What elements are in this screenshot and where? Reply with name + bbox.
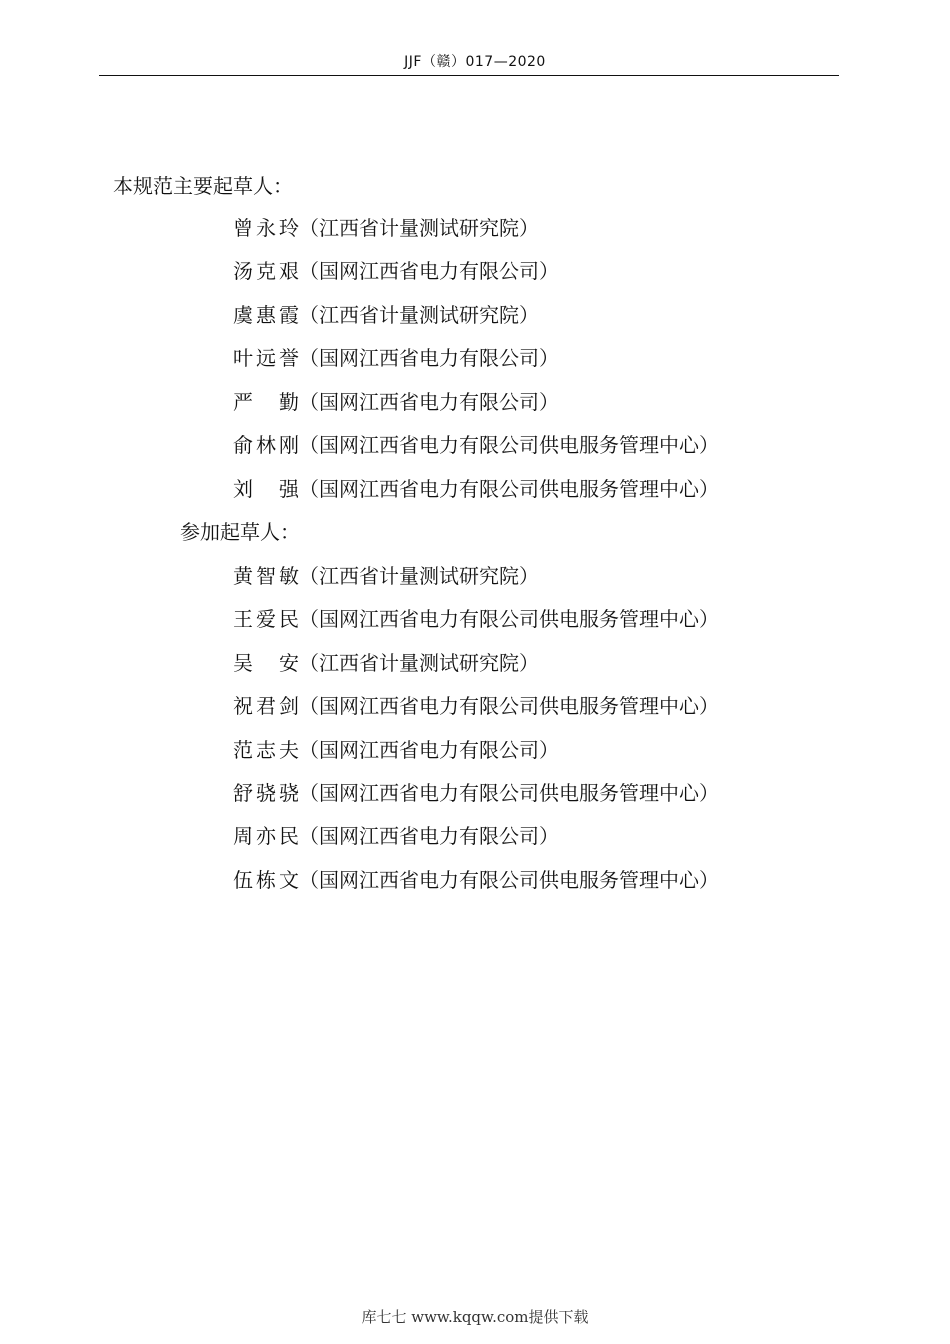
participating-drafter-item [233,822,559,850]
drafter-name: 俞林刚 [233,433,299,457]
participating-drafter-item [233,649,539,677]
drafter-org: （国网江西省电力有限公司供电服务管理中心） [299,868,719,892]
drafter-org: （国网江西省电力有限公司供电服务管理中心） [299,607,719,631]
drafter-org: （国网江西省电力有限公司） [299,738,559,762]
main-drafter-item [233,214,539,242]
participating-drafter-item [233,605,719,633]
drafter-name: 周亦民 [233,824,299,848]
participating-drafter-item [233,562,539,590]
drafter-name: 严 勤 [233,390,299,414]
drafter-org: （江西省计量测试研究院） [299,651,539,675]
drafter-org: （国网江西省电力有限公司供电服务管理中心） [299,781,719,805]
participating-drafter-item [233,866,719,894]
main-drafter-item [233,388,559,416]
drafter-name: 叶远誉 [233,346,299,370]
main-drafter-item [233,475,719,503]
drafter-org: （江西省计量测试研究院） [299,564,539,588]
drafter-name: 汤克艰 [233,259,299,283]
document-code: JJF（赣）017—2020 [404,54,546,70]
participating-drafter-item [233,736,559,764]
drafter-org: （国网江西省电力有限公司供电服务管理中心） [299,433,719,457]
download-source-footer: 库七七 www.kqqw.com提供下载 [361,1308,589,1326]
drafter-name: 王爱民 [233,607,299,631]
drafter-name: 刘 强 [233,477,299,501]
main-drafter-item [233,257,559,285]
drafter-org: （国网江西省电力有限公司） [299,346,559,370]
main-drafter-item [233,301,539,329]
drafter-name: 伍栋文 [233,868,299,892]
drafter-name: 曾永玲 [233,216,299,240]
drafter-name: 黄智敏 [233,564,299,588]
drafter-org: （江西省计量测试研究院） [299,303,539,327]
main-drafter-item [233,431,719,459]
drafter-name: 祝君剑 [233,694,299,718]
drafter-name: 吴 安 [233,651,299,675]
drafter-org: （国网江西省电力有限公司供电服务管理中心） [299,694,719,718]
drafter-org: （江西省计量测试研究院） [299,216,539,240]
drafter-org: （国网江西省电力有限公司） [299,390,559,414]
drafter-name: 虞惠霞 [233,303,299,327]
participating-drafter-item [233,779,719,807]
drafter-name: 舒骁骁 [233,781,299,805]
participating-drafters-title: 参加起草人： [180,520,300,544]
drafter-org: （国网江西省电力有限公司） [299,259,559,283]
participating-drafter-item [233,692,719,720]
drafter-name: 范志夫 [233,738,299,762]
drafter-org: （国网江西省电力有限公司供电服务管理中心） [299,477,719,501]
header-rule [99,75,839,76]
main-drafter-item [233,344,559,372]
main-drafters-title: 本规范主要起草人： [113,174,293,198]
drafter-org: （国网江西省电力有限公司） [299,824,559,848]
